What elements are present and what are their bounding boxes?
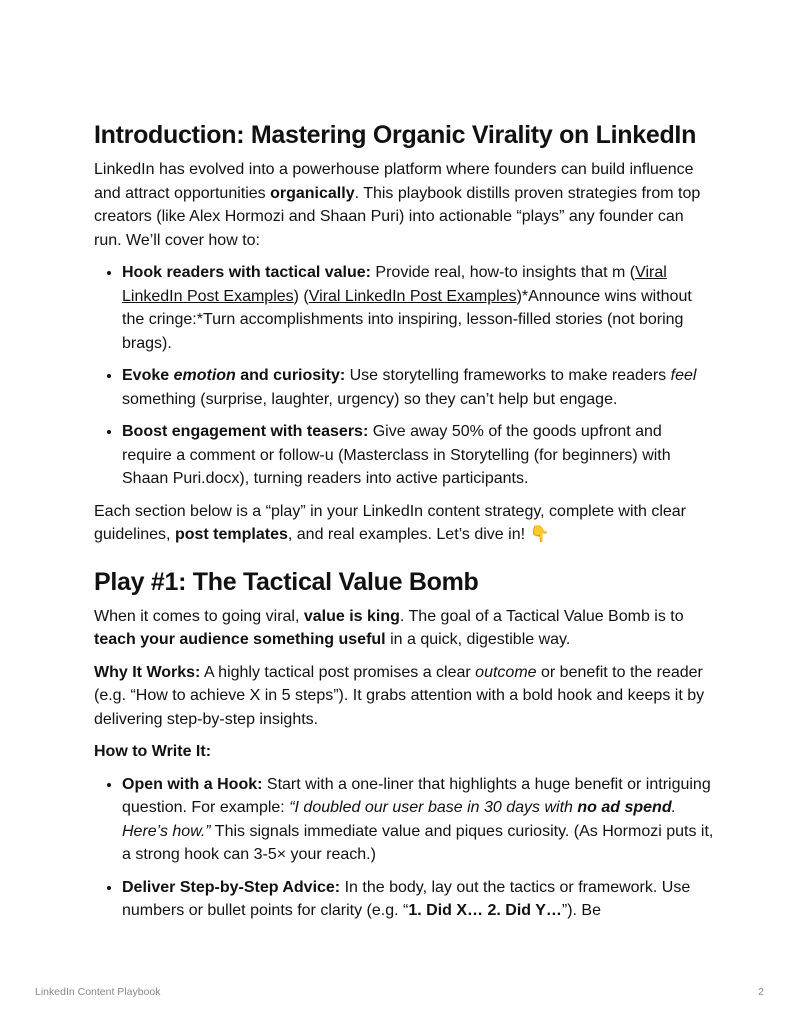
text: ) ( (293, 287, 309, 305)
bold-text: 1. Did X… 2. Did Y… (408, 902, 562, 919)
text: )*Announce wins without the cringe:*Turn accomplishments into inspiring, lesson-filled stories (not boring brags). (122, 287, 692, 352)
text: . The goal of a Tactical Value Bomb is to (399, 607, 684, 625)
text: or benefit to the reader (e.g. “How to achieve X in 5 steps”). It grabs attention with a bold hook and keeps it by delivering step-by-step insights. (94, 663, 705, 728)
bold-text: Evoke (122, 367, 174, 384)
text: This signals immediate value and piques curiosity. (As Hormozi puts it, a strong hook can 3-5× your reach.) (122, 822, 714, 863)
bold-text: teach your audience something useful (94, 631, 386, 648)
italic-text: “I doubled our user base in 30 days with (289, 799, 578, 816)
text: , and real examples. Let’s dive in! (287, 526, 530, 543)
text: Use storytelling frameworks to make readers (345, 367, 671, 384)
viral-examples-link[interactable]: Viral LinkedIn Post Examples (308, 287, 517, 305)
list-item (122, 364, 714, 411)
play1-paragraph (94, 605, 714, 652)
italic-text: . Here’s how.” (122, 799, 677, 840)
list-item (122, 876, 714, 923)
bold-text: organically (270, 184, 355, 202)
bold-text: How to Write It: (94, 743, 212, 760)
viral-examples-link[interactable]: Viral LinkedIn Post Examples (122, 264, 667, 305)
intro-list (94, 261, 714, 491)
footer-title: LinkedIn Content Playbook (35, 986, 161, 998)
text: something (surprise, laughter, urgency) so they can’t help but engage. (122, 390, 618, 408)
text: ”). Be (561, 902, 601, 919)
text: Start with a one-liner that highlights a huge benefit or intriguing question. For example: (122, 775, 711, 816)
document-page (94, 118, 714, 932)
list-item (122, 773, 714, 867)
intro-paragraph (94, 158, 714, 252)
page-number: 2 (758, 986, 764, 998)
why-it-works-paragraph (94, 661, 714, 732)
bold-italic-text: emotion (173, 367, 236, 384)
list-item (122, 420, 714, 491)
text: LinkedIn has evolved into a powerhouse platform where founders can build influence and attract opportunities (94, 161, 694, 202)
how-to-write-heading (94, 740, 714, 764)
text: In the body, lay out the tactics or framework. Use numbers or bullet points for clarity (e.g. “ (122, 878, 691, 919)
italic-text: feel (670, 367, 697, 384)
bold-italic-text: no ad spend (577, 799, 672, 816)
play1-list (94, 773, 714, 923)
text: When it comes to going viral, (94, 607, 304, 625)
text: in a quick, digestible way. (385, 631, 571, 648)
text: Give away 50% of the goods upfront and require a comment or follow-u (Masterclass in Storytelling (for beginners) with Shaan Puri.docx), turning readers into active participants. (122, 423, 671, 487)
bold-text: Deliver Step-by-Step Advice: (122, 878, 341, 896)
list-item (122, 261, 714, 355)
bold-text: Hook readers with tactical value: (122, 264, 371, 281)
intro-closing-paragraph (94, 500, 714, 547)
bold-text: Why It Works: (94, 663, 201, 681)
play1-heading: Play #1: The Tactical Value Bomb (94, 567, 479, 596)
italic-text: outcome (475, 663, 537, 681)
text: Provide real, how-to insights that m ( (370, 264, 636, 281)
text: A highly tactical post promises a clear (200, 663, 476, 681)
bold-text: Open with a Hook: (122, 775, 263, 793)
bold-text: post templates (174, 526, 288, 543)
pointing-down-emoji-icon: 👇 (529, 526, 550, 543)
text: Each section below is a “play” in your LinkedIn content strategy, complete with clear guidelines, (94, 502, 686, 543)
bold-text: Boost engagement with teasers: (122, 423, 369, 440)
bold-text: value is king (303, 607, 400, 625)
intro-heading: Introduction: Mastering Organic Virality on LinkedIn (94, 121, 697, 149)
bold-text: and curiosity: (235, 367, 346, 384)
text: . This playbook distills proven strategies from top creators (like Alex Hormozi and Shaan Puri) into actionable “plays” any founder can run. We’ll cover how to: (94, 184, 701, 249)
